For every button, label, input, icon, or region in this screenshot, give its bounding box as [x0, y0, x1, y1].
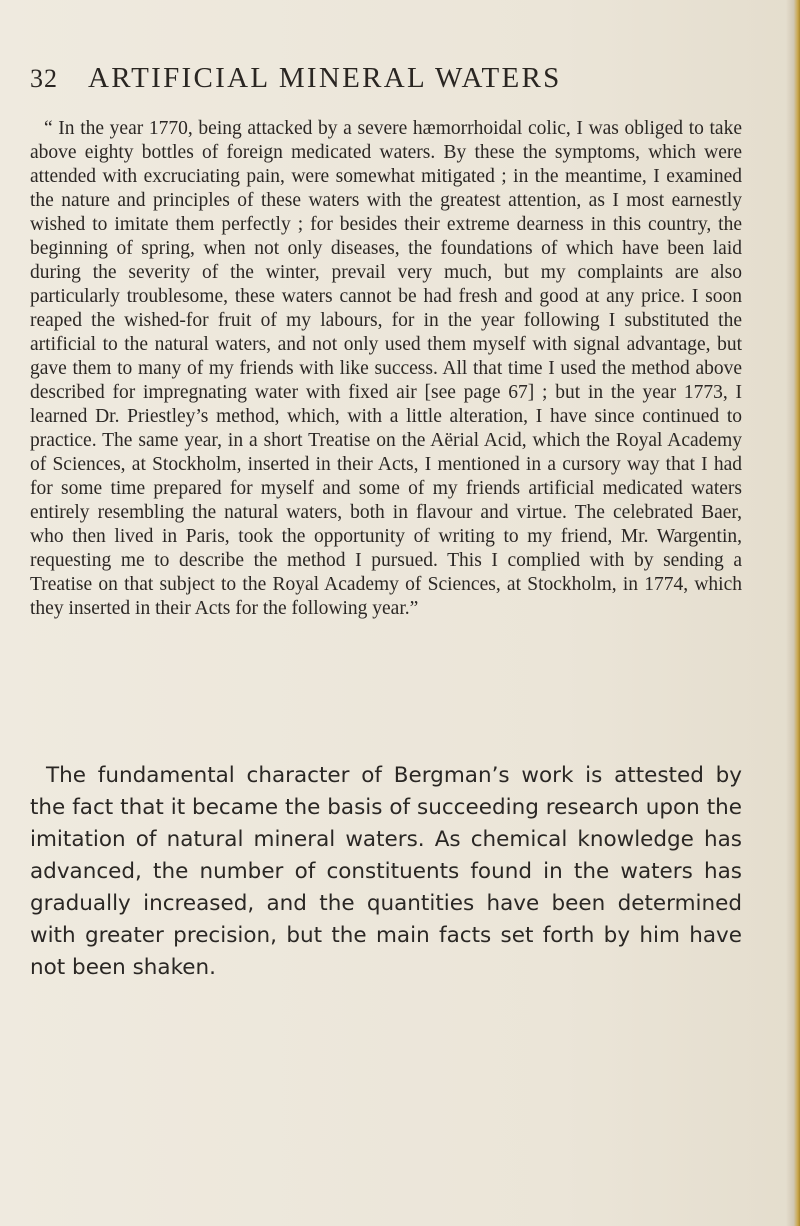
quoted-passage: “ In the year 1770, being attacked by a severe hæmorrhoidal colic, I was obliged to take above eighty bottles of foreign medicated waters. By these the symptoms, which were attended with excruciating pain, were somewhat mitigated ; in the meantime, I examined the nature and principles of these waters with the greatest attention, as I most earnestly wished to imitate them perfectly ; for besides their extreme dearness in this country, the beginning of spring, when not only diseases, the foundations of which have been laid during the severity of the winter, prevail very much, but my complaints are also particularly troublesome, these waters cannot be had fresh and good at any price. I soon reaped the wished-for fruit of my labours, for in the year following I substituted the artificial to the natural waters, and not only used them myself with signal advantage, but gave them to many of my friends with like success. All that time I used the method above described for impregnating water with fixed air [see page 67] ; but in the year 1773, I learned Dr. Priestley’s method, which, with a little alteration, I have since continued to practice. The same year, in a short Treatise on the Aërial Acid, which the Royal Academy of Sciences, at Stockholm, inserted in their Acts, I mentioned in a cursory way that I had for some time prepared for myself and some of my friends artificial medicated waters entirely resembling the natural waters, both in flavour and virtue. The celebrated Baer, who then lived in Paris, took the opportunity of writing to my friend, Mr. Wargentin, requesting me to describe the method I pursued. This I complied with by sending a Treatise on that subject to the Royal Academy of Sciences, at Stockholm, in 1774, which they inserted in their Acts for the following year.” — [30, 118, 742, 619]
page-number: 32 — [30, 64, 58, 93]
body-paragraph: The fundamental character of Bergman’s work is attested by the fact that it became the basis of succeeding research upon the imitation of natural mineral waters. As chemical knowledge has advanced, the number of constituents found in the waters has gradually increased, and the quantities have been determined with greater precision, but the main facts set forth by him have not been shaken. — [30, 763, 742, 980]
page-edge — [786, 0, 800, 1226]
running-head: ARTIFICIAL MINERAL WATERS — [88, 62, 562, 94]
page-header — [30, 64, 750, 104]
